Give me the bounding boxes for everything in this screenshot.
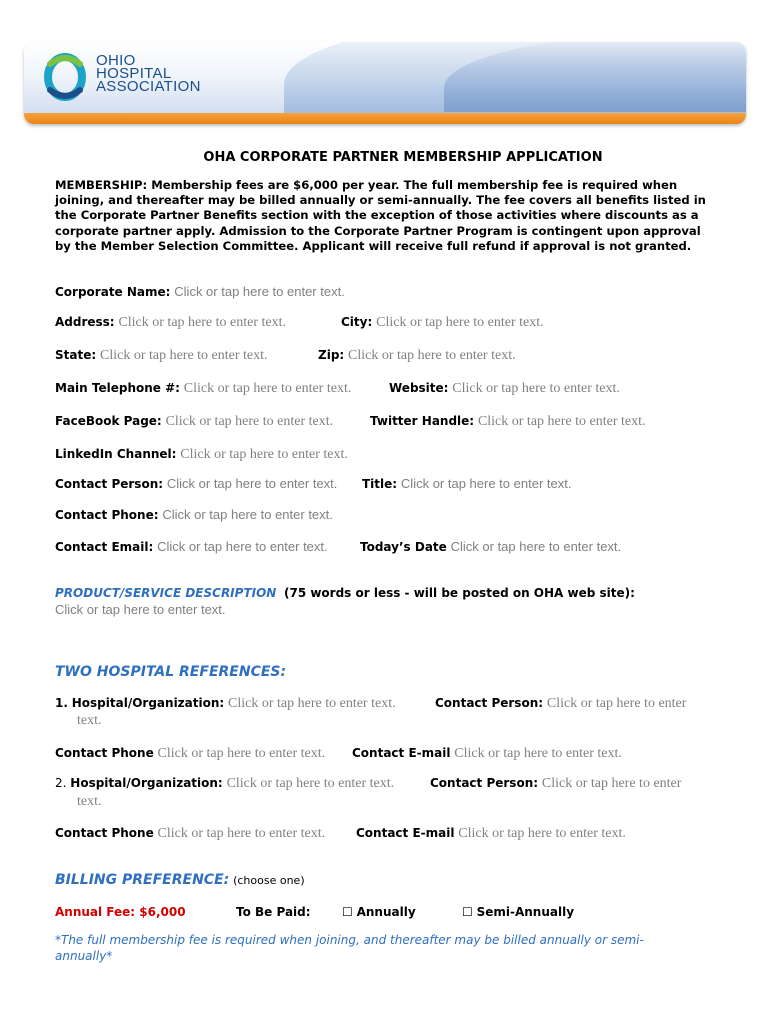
- contact-person-field[interactable]: Click or tap here to enter text.: [166, 476, 338, 491]
- corporate-name-field[interactable]: Click or tap here to enter text.: [174, 284, 345, 299]
- reference-2-phone-label: Contact Phone: [55, 826, 154, 840]
- city-label: City:: [341, 315, 373, 329]
- todays-date-row: [360, 539, 621, 554]
- contact-person-row: [55, 476, 337, 491]
- billing-heading-row: [55, 872, 305, 888]
- reference-2-email-label: Contact E-mail: [356, 826, 455, 840]
- corporate-name-row: [55, 284, 345, 299]
- reference-2-hospital-field[interactable]: Click or tap here to enter text.: [226, 776, 395, 791]
- reference-1-contact-row: [435, 696, 686, 712]
- facebook-row: [55, 414, 333, 430]
- references-heading: TWO HOSPITAL REFERENCES:: [55, 664, 287, 680]
- reference-1-contact-field-wrap[interactable]: [77, 713, 102, 729]
- header-accent-bar: [24, 113, 746, 124]
- city-field[interactable]: Click or tap here to enter text.: [376, 315, 544, 330]
- twitter-label: Twitter Handle:: [370, 414, 475, 428]
- product-description-label: PRODUCT/SERVICE DESCRIPTION: [55, 586, 277, 600]
- page-title: OHA CORPORATE PARTNER MEMBERSHIP APPLICATION: [203, 150, 603, 165]
- billing-footnote: *The full membership fee is required when joining, and thereafter may be billed annually or semi-annually*: [55, 933, 644, 963]
- title-field[interactable]: Click or tap here to enter text.: [400, 476, 572, 491]
- zip-field[interactable]: Click or tap here to enter text.: [348, 348, 516, 363]
- contact-phone-field[interactable]: Click or tap here to enter text.: [162, 507, 333, 522]
- reference-2-email-field[interactable]: Click or tap here to enter text.: [458, 826, 626, 841]
- website-row: [389, 381, 620, 397]
- reference-1-number: 1.: [55, 696, 68, 710]
- billing-heading: BILLING PREFERENCE:: [55, 872, 230, 888]
- reference-2-contact-field[interactable]: Click or tap here to enter: [541, 776, 682, 791]
- option-annually-label: Annually: [356, 905, 416, 919]
- state-label: State:: [55, 348, 97, 362]
- address-label: Address:: [55, 315, 115, 329]
- contact-person-label: Contact Person:: [55, 477, 164, 491]
- reference-1-contact-field[interactable]: Click or tap here to enter: [546, 696, 687, 711]
- reference-2-contact-label: Contact Person:: [430, 776, 539, 790]
- reference-2-number: 2.: [55, 776, 67, 790]
- zip-row: [318, 348, 516, 364]
- reference-2-contact-field-wrap[interactable]: [77, 794, 102, 810]
- reference-2-phone-field[interactable]: Click or tap here to enter text.: [157, 826, 326, 841]
- contact-phone-label: Contact Phone:: [55, 508, 159, 522]
- reference-1-hospital-field[interactable]: Click or tap here to enter text.: [228, 696, 396, 711]
- telephone-field[interactable]: Click or tap here to enter text.: [183, 381, 352, 396]
- annual-fee: Annual Fee: $6,000: [55, 905, 186, 919]
- reference-1-phone-field[interactable]: Click or tap here to enter text.: [157, 746, 326, 761]
- reference-2-contact-field-cont[interactable]: text.: [77, 794, 102, 809]
- website-label: Website:: [389, 381, 449, 395]
- product-description-placeholder[interactable]: Click or tap here to enter text.: [55, 602, 226, 617]
- reference-1-contact-field-cont[interactable]: text.: [77, 713, 102, 728]
- oha-logo-icon: [40, 50, 90, 104]
- membership-intro: MEMBERSHIP: Membership fees are $6,000 per year. The full membership fee is required when joining, and thereafter may be billed annually or semi-annually. The fee covers all benefits listed in the Corporate Partner Benefits section with the exception of those activities where discounts as a corporate partner apply. Admission to the Corporate Partner Program is contingent upon approval by the Member Selection Committee. Applicant will receive full refund if approval is not granted.: [55, 178, 706, 253]
- zip-label: Zip:: [318, 348, 345, 362]
- logo-wordmark: OHIO HOSPITAL ASSOCIATION: [96, 52, 201, 95]
- linkedin-row: [55, 447, 348, 463]
- reference-2-email-row: [356, 826, 626, 842]
- contact-email-field[interactable]: Click or tap here to enter text.: [157, 539, 328, 554]
- linkedin-label: LinkedIn Channel:: [55, 447, 177, 461]
- billing-choose-note: (choose one): [233, 874, 305, 887]
- to-be-paid-label: To Be Paid:: [236, 905, 311, 919]
- todays-date-field[interactable]: Click or tap here to enter text.: [450, 539, 622, 554]
- facebook-field[interactable]: Click or tap here to enter text.: [165, 414, 334, 429]
- option-semi-annually[interactable]: [462, 905, 574, 919]
- state-row: [55, 348, 268, 364]
- title-label: Title:: [362, 477, 398, 491]
- reference-2-hospital-label: Hospital/Organization:: [70, 776, 223, 790]
- checkbox-icon[interactable]: ☐: [342, 905, 353, 919]
- linkedin-field[interactable]: Click or tap here to enter text.: [180, 447, 348, 462]
- address-field[interactable]: Click or tap here to enter text.: [118, 315, 286, 330]
- reference-2-row: [55, 776, 394, 792]
- reference-2-phone-row: [55, 826, 325, 842]
- reference-1-hospital-label: Hospital/Organization:: [71, 696, 225, 710]
- facebook-label: FaceBook Page:: [55, 414, 162, 428]
- reference-1-email-label: Contact E-mail: [352, 746, 451, 760]
- telephone-label: Main Telephone #:: [55, 381, 180, 395]
- product-description-field[interactable]: [55, 602, 226, 617]
- twitter-row: [370, 414, 646, 430]
- reference-1-phone-row: [55, 746, 325, 762]
- checkbox-icon[interactable]: ☐: [462, 905, 473, 919]
- reference-2-contact-row: [430, 776, 681, 792]
- twitter-field[interactable]: Click or tap here to enter text.: [477, 414, 646, 429]
- product-description-note: (75 words or less - will be posted on OHA web site):: [283, 586, 635, 600]
- todays-date-label: Today’s Date: [360, 540, 447, 554]
- option-annually[interactable]: [342, 905, 416, 919]
- state-field[interactable]: Click or tap here to enter text.: [99, 348, 268, 363]
- product-description-row: [55, 586, 635, 600]
- website-field[interactable]: Click or tap here to enter text.: [452, 381, 620, 396]
- reference-1-email-row: [352, 746, 622, 762]
- contact-email-label: Contact Email:: [55, 540, 154, 554]
- reference-1-email-field[interactable]: Click or tap here to enter text.: [454, 746, 622, 761]
- contact-email-row: [55, 539, 328, 554]
- city-row: [341, 315, 544, 331]
- reference-1-contact-label: Contact Person:: [435, 696, 544, 710]
- title-row: [362, 476, 571, 491]
- telephone-row: [55, 381, 351, 397]
- option-semi-annually-label: Semi-Annually: [476, 905, 575, 919]
- corporate-name-label: Corporate Name:: [55, 285, 171, 299]
- reference-1-row: [55, 696, 396, 712]
- address-row: [55, 315, 286, 331]
- contact-phone-row: [55, 507, 333, 522]
- reference-1-phone-label: Contact Phone: [55, 746, 154, 760]
